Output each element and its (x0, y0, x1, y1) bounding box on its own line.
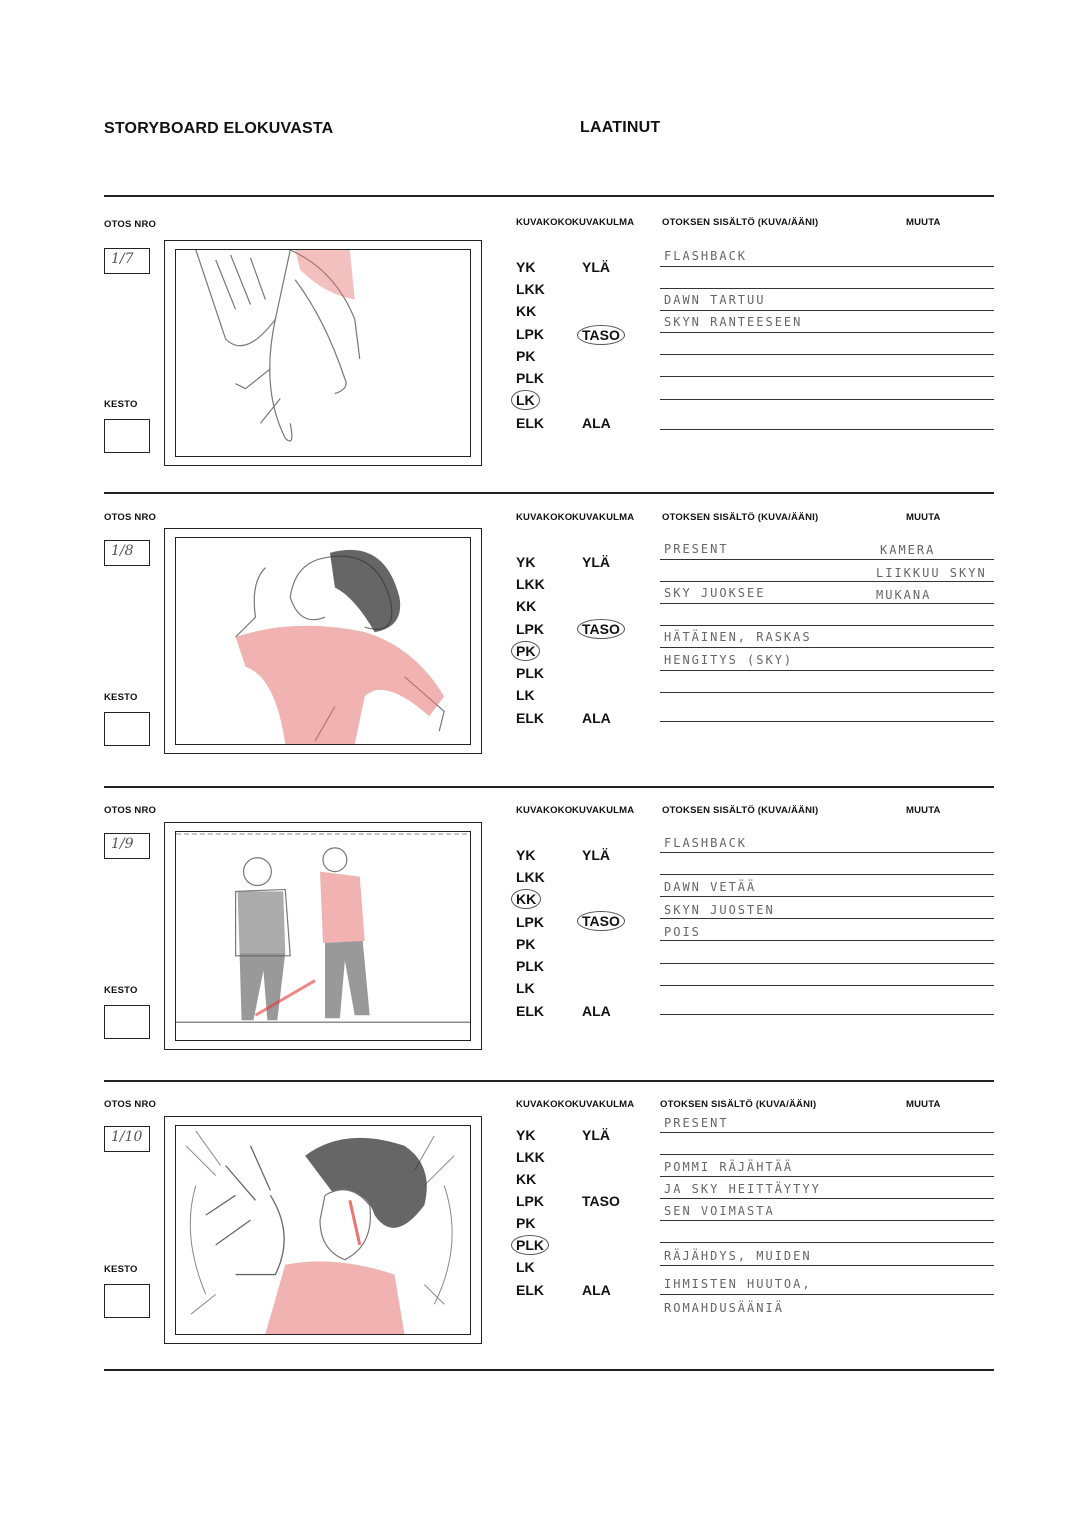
size-option[interactable]: PLK (516, 370, 544, 386)
camera-angle-label: KUVAKULMA (572, 1099, 635, 1110)
shot-number: 1/9 (111, 836, 134, 852)
size-option[interactable]: PLK (516, 958, 544, 974)
shot-size-label: KUVAKOKO (516, 805, 573, 816)
content-line (660, 1154, 994, 1155)
content-text: PRESENT (664, 542, 729, 556)
content-text: SKY JUOKSEE (664, 586, 766, 600)
content-line (660, 1220, 994, 1221)
content-line (660, 266, 994, 267)
content-text: FLASHBACK (664, 836, 748, 850)
size-option[interactable]: LKK (516, 576, 545, 592)
size-option[interactable]: ELK (516, 1003, 544, 1019)
other-text: KAMERA (880, 543, 936, 557)
shot-no-label: OTOS NRO (104, 512, 157, 523)
content-text: SKYN RANTEESEEN (664, 315, 803, 329)
size-option[interactable]: PK (516, 936, 536, 952)
content-line (660, 332, 994, 333)
content-text: PRESENT (664, 1116, 729, 1130)
size-option[interactable]: PLK (516, 665, 544, 681)
size-option[interactable]: LKK (516, 1149, 545, 1165)
content-line (660, 625, 994, 626)
content-line (660, 963, 994, 964)
size-option-selected[interactable]: PK (511, 641, 540, 661)
other-text: LIIKKUU SKYN (876, 566, 987, 580)
content-text: ROMAHDUSÄÄNIÄ (664, 1301, 784, 1315)
size-option[interactable]: KK (516, 1171, 537, 1187)
camera-angle-label: KUVAKULMA (572, 217, 635, 228)
size-option[interactable]: YK (516, 1127, 536, 1143)
content-text: IHMISTEN HUUTOA, (664, 1277, 812, 1291)
content-line (660, 1176, 994, 1177)
content-line (660, 581, 994, 582)
section-divider (104, 1080, 994, 1082)
sketch-hand-grab (175, 249, 471, 457)
section-divider (104, 195, 994, 197)
duration-label: KESTO (104, 692, 138, 703)
content-label: OTOKSEN SISÄLTÖ (KUVA/ÄÄNI) (662, 512, 819, 523)
size-option-selected[interactable]: PLK (511, 1235, 549, 1255)
size-option[interactable]: LKK (516, 281, 545, 297)
angle-option[interactable]: YLÄ (582, 554, 610, 570)
other-label: MUUTA (906, 512, 941, 523)
size-option[interactable]: ELK (516, 710, 544, 726)
shot-number-box[interactable] (104, 540, 150, 566)
size-option[interactable]: KK (516, 598, 537, 614)
shot-no-label: OTOS NRO (104, 805, 157, 816)
section-divider (104, 492, 994, 494)
size-option[interactable]: KK (516, 303, 537, 319)
duration-box[interactable] (104, 1005, 150, 1039)
size-option[interactable]: PK (516, 348, 536, 364)
duration-label: KESTO (104, 1264, 138, 1275)
other-text: MUKANA (876, 588, 932, 602)
camera-angle-label: KUVAKULMA (572, 805, 635, 816)
content-line (660, 721, 994, 722)
content-line (660, 429, 994, 430)
content-line (660, 603, 994, 604)
content-label: OTOKSEN SISÄLTÖ (KUVA/ÄÄNI) (662, 217, 819, 228)
content-line (660, 670, 994, 671)
section-divider (104, 1369, 994, 1371)
content-line (660, 288, 994, 289)
shot-no-label: OTOS NRO (104, 1099, 157, 1110)
size-option[interactable]: LPK (516, 914, 544, 930)
storyboard-frame (164, 528, 482, 754)
storyboard-frame (164, 240, 482, 466)
size-option[interactable]: YK (516, 847, 536, 863)
angle-option[interactable]: ALA (582, 1003, 611, 1019)
content-text: JA SKY HEITTÄYTYY (664, 1182, 821, 1196)
content-line (660, 354, 994, 355)
shot-size-label: KUVAKOKO (516, 217, 573, 228)
content-line (660, 559, 994, 560)
storyboard-frame (164, 822, 482, 1050)
angle-option[interactable]: TASO (582, 1193, 620, 1209)
size-option[interactable]: ELK (516, 415, 544, 431)
content-label: OTOKSEN SISÄLTÖ (KUVA/ÄÄNI) (660, 1099, 817, 1110)
angle-option-selected[interactable]: TASO (577, 619, 625, 639)
angle-option-selected[interactable]: TASO (577, 911, 625, 931)
duration-box[interactable] (104, 1284, 150, 1318)
content-line (660, 1198, 994, 1199)
content-text: DAWN VETÄÄ (664, 880, 757, 894)
shot-number-box[interactable] (104, 1126, 150, 1152)
size-option[interactable]: LK (516, 1259, 535, 1275)
angle-option-selected[interactable]: TASO (577, 325, 625, 345)
size-option[interactable]: YK (516, 259, 536, 275)
content-line (660, 896, 994, 897)
duration-box[interactable] (104, 419, 150, 453)
size-option[interactable]: LKK (516, 869, 545, 885)
duration-label: KESTO (104, 399, 138, 410)
angle-option[interactable]: ALA (582, 415, 611, 431)
angle-option[interactable]: YLÄ (582, 259, 610, 275)
shot-size-label: KUVAKOKO (516, 512, 573, 523)
content-line (660, 985, 994, 986)
content-text: POMMI RÄJÄHTÄÄ (664, 1160, 794, 1174)
content-line (660, 852, 994, 853)
angle-option[interactable]: YLÄ (582, 847, 610, 863)
section-divider (104, 786, 994, 788)
content-text: FLASHBACK (664, 249, 748, 263)
shot-number: 1/8 (111, 543, 134, 559)
angle-option[interactable]: ALA (582, 710, 611, 726)
content-line (660, 1132, 994, 1133)
shot-number: 1/7 (111, 251, 134, 267)
sketch-two-figures-walking (175, 831, 471, 1041)
content-line (660, 874, 994, 875)
size-option[interactable]: YK (516, 554, 536, 570)
other-label: MUUTA (906, 217, 941, 228)
shot-number: 1/10 (111, 1129, 143, 1145)
content-line (660, 940, 994, 941)
duration-box[interactable] (104, 712, 150, 746)
camera-angle-label: KUVAKULMA (572, 512, 635, 523)
storyboard-title: STORYBOARD ELOKUVASTA (104, 120, 334, 137)
content-text: RÄJÄHDYS, MUIDEN (664, 1249, 812, 1263)
author-label: LAATINUT (580, 119, 661, 136)
content-line (660, 1265, 994, 1266)
content-text: POIS (664, 925, 701, 939)
size-option[interactable]: LPK (516, 326, 544, 342)
content-line (660, 1294, 994, 1295)
content-text: SKYN JUOSTEN (664, 903, 775, 917)
duration-label: KESTO (104, 985, 138, 996)
content-line (660, 399, 994, 400)
content-line (660, 647, 994, 648)
content-line (660, 692, 994, 693)
shot-size-label: KUVAKOKO (516, 1099, 573, 1110)
content-line (660, 376, 994, 377)
content-text: HENGITYS (SKY) (664, 653, 794, 667)
size-option[interactable]: LPK (516, 1193, 544, 1209)
size-option[interactable]: PK (516, 1215, 536, 1231)
other-label: MUUTA (906, 1099, 941, 1110)
content-text: DAWN TARTUU (664, 293, 766, 307)
content-line (660, 310, 994, 311)
sketch-girl-running (175, 537, 471, 745)
angle-option[interactable]: ALA (582, 1282, 611, 1298)
angle-option[interactable]: YLÄ (582, 1127, 610, 1143)
shot-no-label: OTOS NRO (104, 219, 157, 230)
shot-number-box[interactable] (104, 833, 150, 859)
content-line (660, 1242, 994, 1243)
size-option-selected[interactable]: LK (511, 390, 540, 410)
content-text: SEN VOIMASTA (664, 1204, 775, 1218)
content-line (660, 1014, 994, 1015)
content-text: HÄTÄINEN, RASKAS (664, 630, 812, 644)
content-line (660, 918, 994, 919)
size-option[interactable]: ELK (516, 1282, 544, 1298)
shot-number-box[interactable] (104, 248, 150, 274)
size-option[interactable]: LK (516, 687, 535, 703)
storyboard-frame (164, 1116, 482, 1344)
size-option[interactable]: LPK (516, 621, 544, 637)
other-label: MUUTA (906, 805, 941, 816)
content-label: OTOKSEN SISÄLTÖ (KUVA/ÄÄNI) (662, 805, 819, 816)
size-option[interactable]: LK (516, 980, 535, 996)
size-option-selected[interactable]: KK (511, 889, 541, 909)
sketch-girl-explosion (175, 1125, 471, 1335)
